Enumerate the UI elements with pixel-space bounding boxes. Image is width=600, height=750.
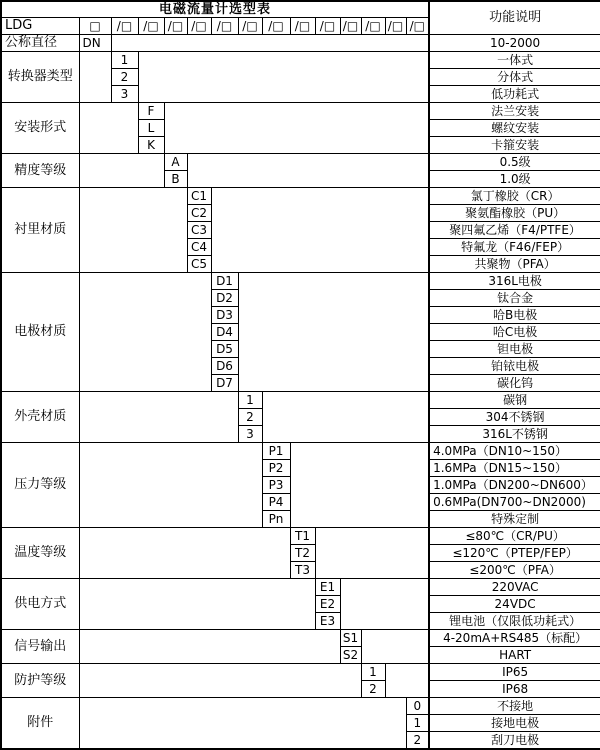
code-cell: T2: [290, 545, 315, 562]
table-title: 电磁流量计选型表: [1, 1, 429, 18]
code-cell: C5: [187, 256, 211, 273]
desc-cell: 聚氨酯橡胶（PU）: [429, 205, 600, 222]
category-label: 信号输出: [1, 630, 79, 664]
desc-cell: 碳钢: [429, 392, 600, 409]
category-label: 温度等级: [1, 528, 79, 579]
code-cell: D1: [211, 273, 238, 290]
code-cell: A: [164, 154, 187, 171]
code-cell: Pn: [262, 511, 290, 528]
spacer-cell: [361, 630, 429, 664]
spacer-cell: [79, 273, 211, 392]
spacer-cell: [385, 664, 429, 698]
model-code-box: /□: [340, 18, 361, 35]
desc-cell: 接地电极: [429, 715, 600, 732]
desc-cell: ≤200℃（PFA）: [429, 562, 600, 579]
code-cell: E1: [315, 579, 340, 596]
desc-cell: ≤120℃（PTEP/FEP）: [429, 545, 600, 562]
code-cell: B: [164, 171, 187, 188]
model-prefix: LDG: [1, 18, 79, 35]
spacer-cell: [164, 103, 429, 154]
desc-cell: 4.0MPa（DN10~150）: [429, 443, 600, 460]
code-cell: E3: [315, 613, 340, 630]
spacer-cell: [262, 392, 429, 443]
spacer-cell: [79, 52, 111, 103]
desc-cell: 特氟龙（F46/FEP）: [429, 239, 600, 256]
code-cell: T3: [290, 562, 315, 579]
code-cell: C2: [187, 205, 211, 222]
desc-cell: 0.6MPa(DN700~DN2000): [429, 494, 600, 511]
code-cell: C4: [187, 239, 211, 256]
desc-cell: 一体式: [429, 52, 600, 69]
model-code-box: □: [79, 18, 111, 35]
spacer-cell: [290, 443, 429, 528]
desc-cell: 分体式: [429, 69, 600, 86]
desc-cell: 316L电极: [429, 273, 600, 290]
spacer-cell: [211, 188, 429, 273]
spacer-cell: [138, 52, 429, 103]
category-label: 衬里材质: [1, 188, 79, 273]
desc-cell: 220VAC: [429, 579, 600, 596]
desc-cell: IP65: [429, 664, 600, 681]
code-cell: 1: [406, 715, 429, 732]
desc-cell: 共聚物（PFA）: [429, 256, 600, 273]
desc-cell: 锂电池（仅限低功耗式）: [429, 613, 600, 630]
spacer-cell: [340, 579, 429, 630]
desc-cell: 钛合金: [429, 290, 600, 307]
code-cell: F: [138, 103, 164, 120]
spacer-cell: [79, 698, 406, 750]
code-cell: D4: [211, 324, 238, 341]
desc-cell: ≤80℃（CR/PU）: [429, 528, 600, 545]
spacer-cell: [79, 392, 238, 443]
desc-cell: 特殊定制: [429, 511, 600, 528]
model-code-box: /□: [238, 18, 262, 35]
desc-cell: 10-2000: [429, 35, 600, 52]
category-label: 公称直径: [1, 35, 79, 52]
code-cell: 1: [111, 52, 138, 69]
code-cell: 2: [361, 681, 385, 698]
spacer-cell: [79, 103, 138, 154]
desc-cell: 316L不锈钢: [429, 426, 600, 443]
category-label: 外壳材质: [1, 392, 79, 443]
desc-cell: 碳化钨: [429, 375, 600, 392]
code-cell: 2: [406, 732, 429, 750]
model-code-box: /□: [164, 18, 187, 35]
spacer-cell: [79, 154, 164, 188]
model-code-box: /□: [211, 18, 238, 35]
desc-cell: 法兰安装: [429, 103, 600, 120]
category-label: 附件: [1, 698, 79, 750]
category-label: 电极材质: [1, 273, 79, 392]
desc-cell: 钽电极: [429, 341, 600, 358]
code-cell: P1: [262, 443, 290, 460]
spacer-cell: [187, 154, 429, 188]
desc-cell: 0.5级: [429, 154, 600, 171]
code-cell: T1: [290, 528, 315, 545]
model-code-box: /□: [385, 18, 406, 35]
desc-cell: 1.6MPa（DN15~150）: [429, 460, 600, 477]
code-cell: S2: [340, 647, 361, 664]
desc-cell: 哈C电极: [429, 324, 600, 341]
desc-cell: 哈B电极: [429, 307, 600, 324]
desc-cell: 氯丁橡胶（CR）: [429, 188, 600, 205]
desc-cell: 刮刀电极: [429, 732, 600, 750]
model-code-box: /□: [187, 18, 211, 35]
code-cell: 0: [406, 698, 429, 715]
spacer-cell: [315, 528, 429, 579]
desc-cell: 24VDC: [429, 596, 600, 613]
code-cell: 2: [111, 69, 138, 86]
category-label: 精度等级: [1, 154, 79, 188]
spacer-cell: [79, 664, 361, 698]
code-cell: K: [138, 137, 164, 154]
code-cell: P2: [262, 460, 290, 477]
model-code-box: /□: [406, 18, 429, 35]
desc-cell: 铂铱电极: [429, 358, 600, 375]
desc-cell: 1.0级: [429, 171, 600, 188]
code-cell: D5: [211, 341, 238, 358]
model-code-box: /□: [315, 18, 340, 35]
spacer-cell: [79, 630, 340, 664]
code-cell: 2: [238, 409, 262, 426]
model-code-box: /□: [138, 18, 164, 35]
code-cell: L: [138, 120, 164, 137]
spacer-cell: [111, 35, 429, 52]
model-code-box: /□: [262, 18, 290, 35]
code-cell: D7: [211, 375, 238, 392]
spacer-cell: [79, 443, 262, 528]
code-cell: 1: [361, 664, 385, 681]
category-label: 压力等级: [1, 443, 79, 528]
code-cell: E2: [315, 596, 340, 613]
desc-cell: 螺纹安装: [429, 120, 600, 137]
desc-cell: 聚四氟乙烯（F4/PTFE）: [429, 222, 600, 239]
desc-cell: 低功耗式: [429, 86, 600, 103]
function-desc-header: 功能说明: [429, 1, 600, 35]
spacer-cell: [79, 579, 315, 630]
category-label: 安装形式: [1, 103, 79, 154]
model-code-box: /□: [290, 18, 315, 35]
desc-cell: 4-20mA+RS485（标配）: [429, 630, 600, 647]
code-cell: D3: [211, 307, 238, 324]
code-cell: C3: [187, 222, 211, 239]
spacer-cell: [79, 528, 290, 579]
category-label: 防护等级: [1, 664, 79, 698]
category-label: 转换器类型: [1, 52, 79, 103]
desc-cell: 1.0MPa（DN200~DN600）: [429, 477, 600, 494]
code-cell: 3: [111, 86, 138, 103]
code-cell: DN: [79, 35, 111, 52]
desc-cell: 不接地: [429, 698, 600, 715]
code-cell: S1: [340, 630, 361, 647]
model-code-box: /□: [361, 18, 385, 35]
code-cell: 1: [238, 392, 262, 409]
desc-cell: 304不锈钢: [429, 409, 600, 426]
desc-cell: 卡箍安装: [429, 137, 600, 154]
code-cell: P3: [262, 477, 290, 494]
model-code-box: /□: [111, 18, 138, 35]
spacer-cell: [79, 188, 187, 273]
code-cell: C1: [187, 188, 211, 205]
desc-cell: HART: [429, 647, 600, 664]
spacer-cell: [238, 273, 429, 392]
category-label: 供电方式: [1, 579, 79, 630]
code-cell: D6: [211, 358, 238, 375]
code-cell: 3: [238, 426, 262, 443]
code-cell: P4: [262, 494, 290, 511]
desc-cell: IP68: [429, 681, 600, 698]
code-cell: D2: [211, 290, 238, 307]
